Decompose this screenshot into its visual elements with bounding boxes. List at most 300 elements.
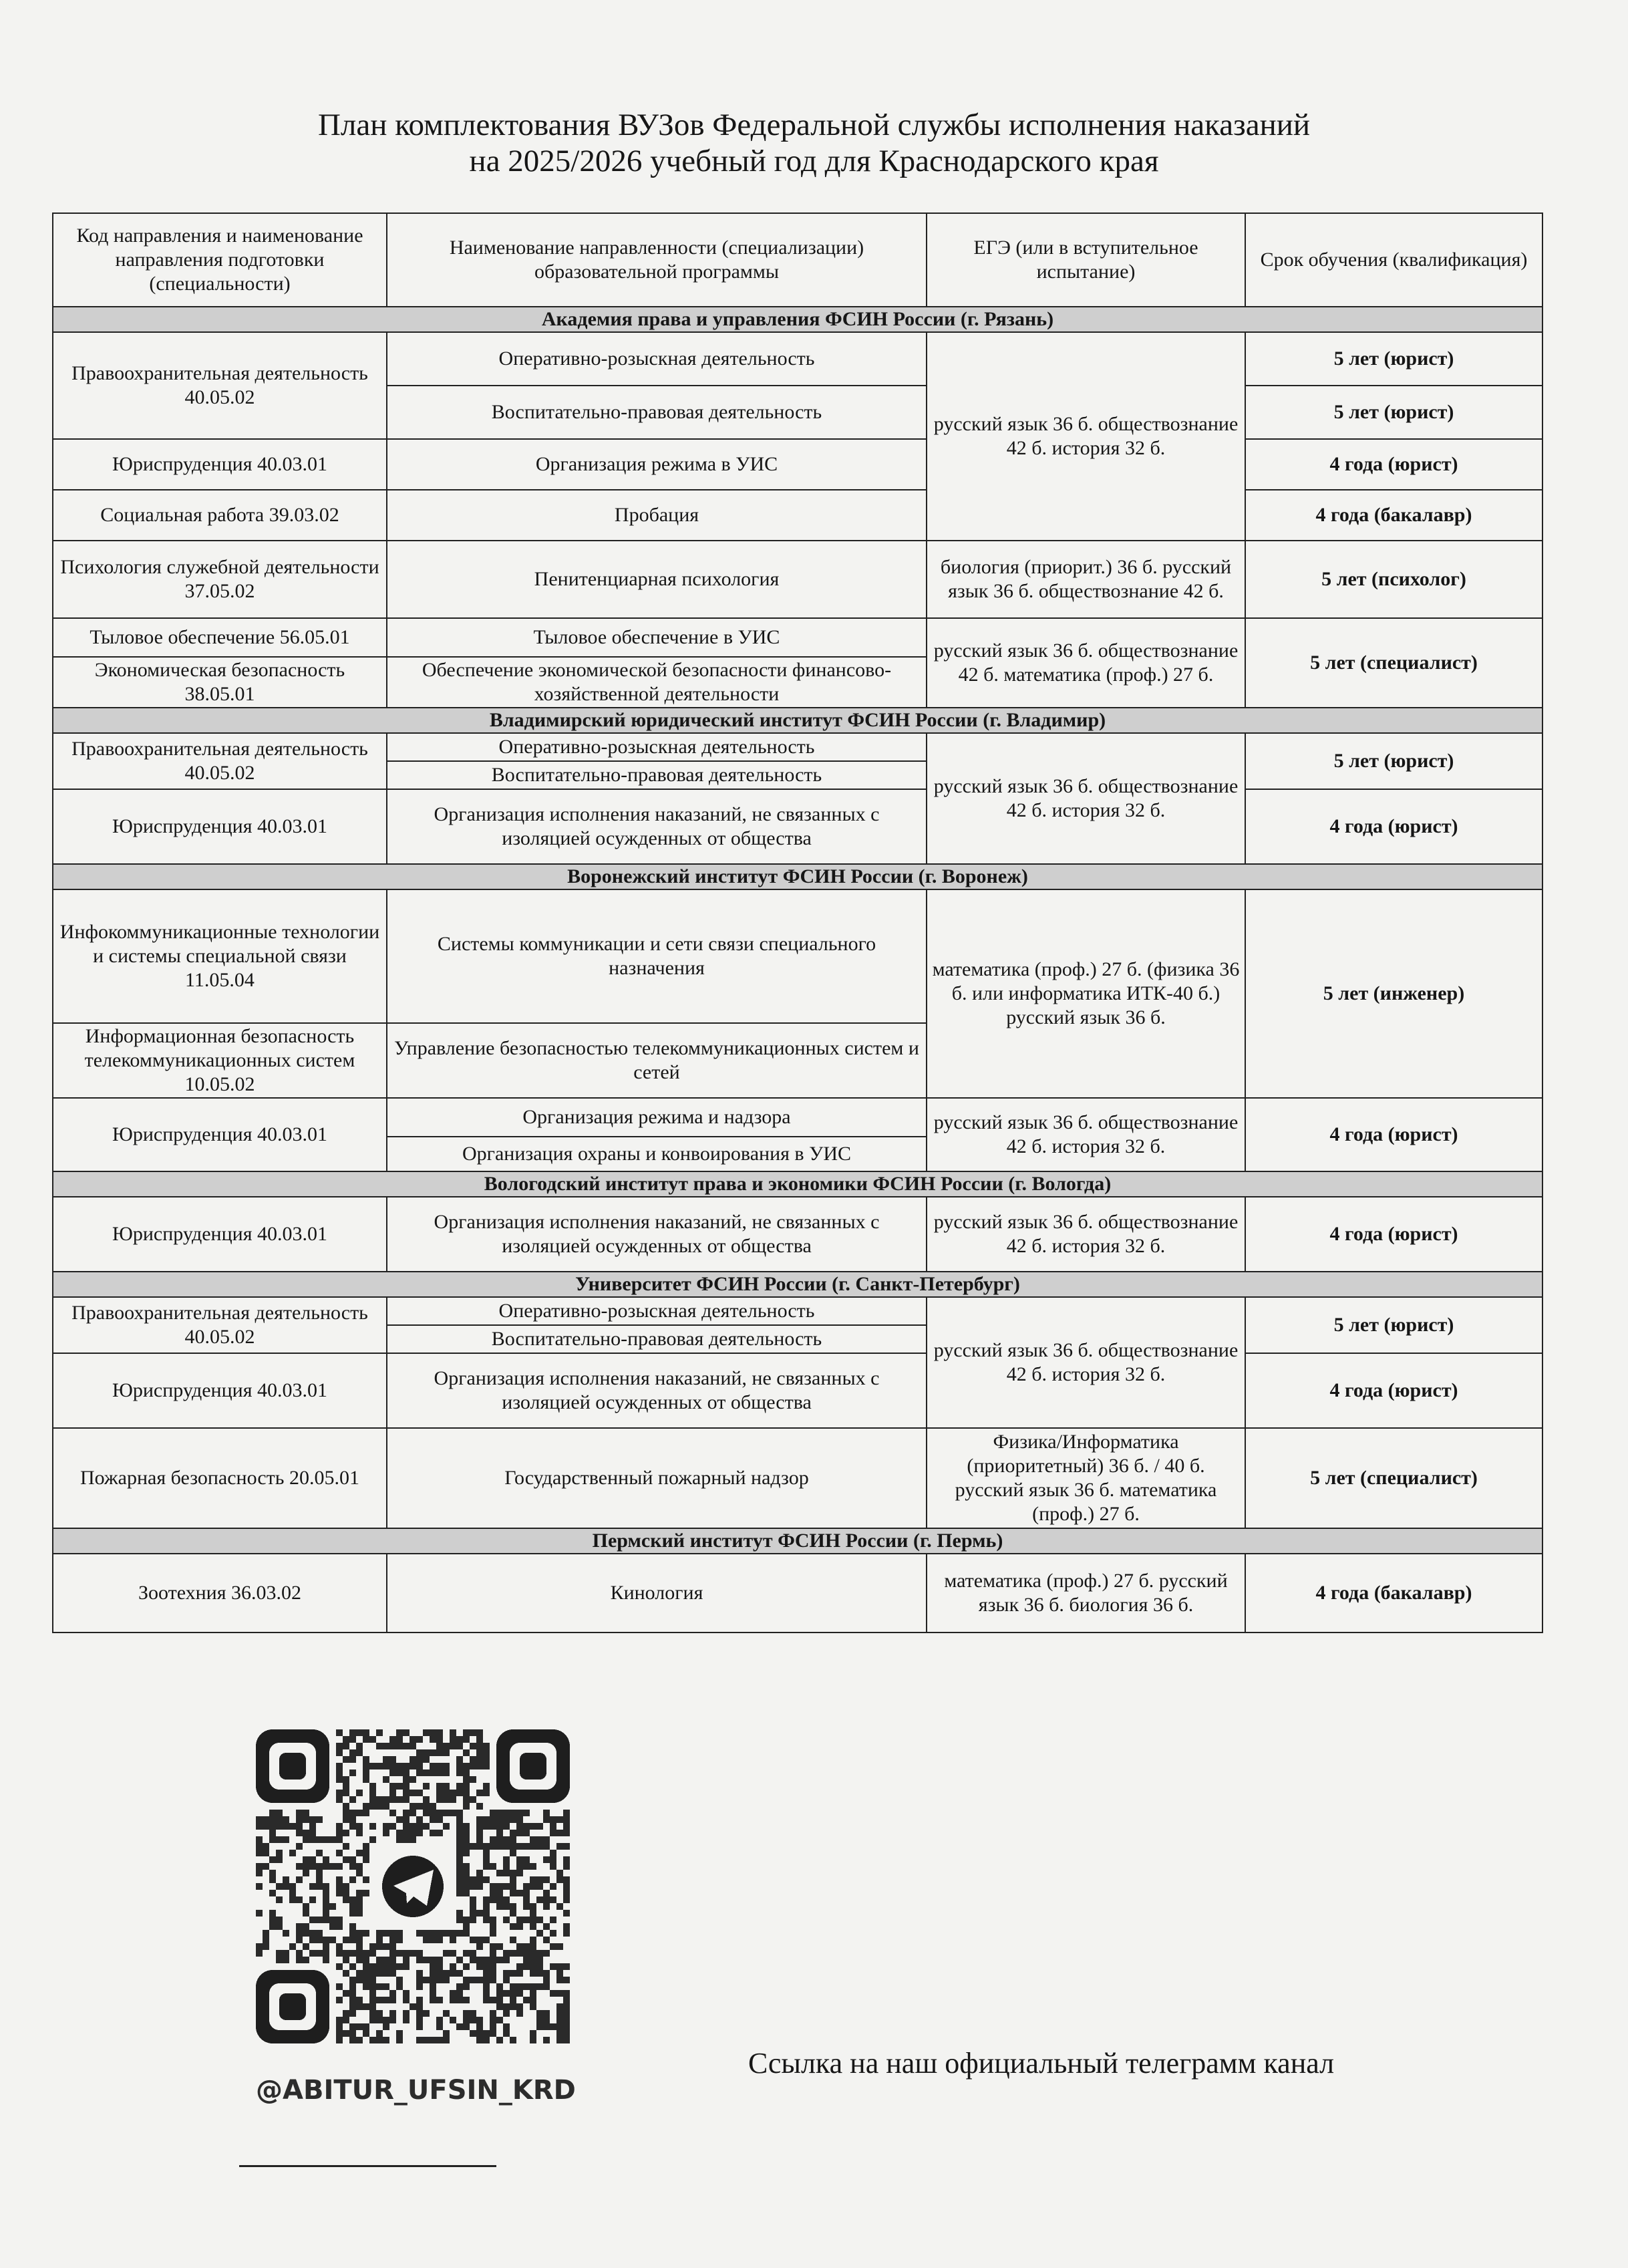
qr-module (476, 1790, 483, 1796)
qr-module (483, 1876, 490, 1883)
qr-module (349, 1729, 356, 1736)
qr-module (490, 1970, 496, 1977)
qr-module (276, 1923, 283, 1930)
qr-module (303, 1923, 309, 1930)
qr-module (403, 2017, 410, 2023)
qr-module (496, 1843, 503, 1850)
qr-module (490, 1863, 496, 1870)
qr-module (389, 1950, 396, 1957)
qr-module (369, 1823, 376, 1830)
qr-module (403, 1997, 410, 2003)
qr-module (530, 1943, 536, 1950)
qr-module (483, 1816, 490, 1823)
qr-module (323, 1896, 329, 1903)
specialization: Пробация (387, 490, 927, 541)
qr-module (383, 2023, 389, 2030)
qr-module (463, 1870, 470, 1876)
qr-module (369, 1943, 376, 1950)
qr-module (316, 1850, 323, 1856)
qr-module (363, 1856, 369, 1863)
qr-module (276, 1823, 283, 1830)
qr-module (363, 1890, 369, 1896)
qr-module (563, 1910, 570, 1917)
qr-module (349, 1977, 356, 1983)
qr-module (443, 1810, 450, 1816)
qr-module (383, 1756, 389, 1763)
qr-module (356, 1910, 363, 1917)
qr-module (416, 1930, 423, 1937)
qr-module (316, 1863, 323, 1870)
qr-module (276, 1856, 283, 1863)
qr-module (309, 1937, 316, 1943)
qr-module (430, 2037, 436, 2043)
qr-module (416, 2010, 423, 2017)
qr-module (349, 1856, 356, 1863)
qr-module (456, 1930, 463, 1937)
admission-plan-table (52, 212, 1543, 1633)
qr-module (436, 2023, 443, 2030)
qr-module (303, 1836, 309, 1843)
qr-module (336, 1997, 343, 2003)
header-specialization: Наименование направленности (специализации) образовательной программы (387, 213, 927, 307)
study-duration: 5 лет (психолог) (1245, 541, 1542, 618)
qr-module (510, 2003, 516, 2010)
qr-module (363, 1769, 369, 1776)
qr-module (363, 1950, 369, 1957)
qr-module (356, 1870, 363, 1876)
qr-module (503, 1917, 510, 1923)
qr-module (550, 1896, 556, 1903)
qr-module (396, 1977, 403, 1983)
qr-module (543, 1970, 550, 1977)
study-duration: 4 года (юрист) (1245, 1197, 1542, 1272)
qr-module (396, 1830, 403, 1836)
qr-module (503, 1957, 510, 1963)
qr-module (389, 1937, 396, 1943)
qr-module (396, 1736, 403, 1743)
qr-module (369, 1736, 376, 1743)
qr-module (510, 1890, 516, 1896)
qr-module (303, 1830, 309, 1836)
qr-module (416, 2003, 423, 2010)
qr-module (530, 2030, 536, 2037)
qr-module (336, 1923, 343, 1930)
qr-module (436, 2017, 443, 2023)
program-code: Тыловое обеспечение 56.05.01 (53, 618, 387, 657)
program-code: Зоотехния 36.03.02 (53, 1554, 387, 1633)
qr-module (383, 1776, 389, 1783)
qr-module (503, 1903, 510, 1910)
qr-module (430, 1816, 436, 1823)
qr-module (430, 1749, 436, 1756)
qr-module (443, 1763, 450, 1769)
qr-module (369, 1977, 376, 1983)
qr-module (383, 1803, 389, 1810)
qr-module (483, 1983, 490, 1990)
qr-module (490, 1957, 496, 1963)
qr-module (443, 1970, 450, 1977)
qr-module (269, 1910, 276, 1917)
qr-module (476, 1743, 483, 1749)
qr-module (396, 1816, 403, 1823)
qr-module (443, 1930, 450, 1937)
qr-module (309, 1816, 316, 1823)
qr-module (303, 1856, 309, 1863)
qr-module (550, 1883, 556, 1890)
qr-module (363, 1983, 369, 1990)
qr-finder-top-right (496, 1729, 570, 1803)
qr-module (536, 1917, 543, 1923)
qr-module (383, 1930, 389, 1937)
qr-module (276, 1836, 283, 1843)
qr-module (450, 1930, 456, 1937)
qr-module (316, 1883, 323, 1890)
qr-module (503, 1950, 510, 1957)
qr-module (396, 1783, 403, 1790)
qr-module (490, 1917, 496, 1923)
qr-module (349, 1896, 356, 1903)
qr-module (483, 1843, 490, 1850)
qr-module (463, 1883, 470, 1890)
institute-header: Университет ФСИН России (г. Санкт-Петербург) (53, 1272, 1542, 1297)
qr-module (556, 1963, 563, 1970)
qr-module (503, 1823, 510, 1830)
qr-module (443, 2037, 450, 2043)
title-line-2: на 2025/2026 учебный год для Краснодарского края (469, 144, 1159, 178)
qr-module (456, 1830, 463, 1836)
qr-module (483, 1963, 490, 1970)
qr-module (403, 1830, 410, 1836)
qr-module (450, 1743, 456, 1749)
qr-module (383, 1830, 389, 1836)
qr-module (356, 1943, 363, 1950)
qr-module (503, 1810, 510, 1816)
qr-module (269, 1823, 276, 1830)
qr-module (343, 2010, 349, 2017)
qr-module (336, 1917, 343, 1923)
qr-module (436, 1783, 443, 1790)
qr-module (349, 1963, 356, 1970)
qr-module (556, 1990, 563, 1997)
qr-module (423, 1937, 430, 1943)
qr-module (356, 1903, 363, 1910)
qr-module (456, 1843, 463, 1850)
qr-module (343, 1883, 349, 1890)
study-duration: 4 года (юрист) (1245, 1353, 1542, 1428)
qr-module (556, 2010, 563, 2017)
qr-module (463, 2010, 470, 2017)
qr-module (349, 1930, 356, 1937)
qr-module (376, 1970, 383, 1977)
qr-module (476, 2037, 483, 2043)
qr-module (543, 2023, 550, 2030)
qr-module (383, 1963, 389, 1970)
qr-module (470, 1903, 476, 1910)
qr-module (456, 1883, 463, 1890)
qr-module (256, 1883, 263, 1890)
qr-module (503, 1856, 510, 1863)
qr-module (470, 1937, 476, 1943)
study-duration: 4 года (юрист) (1245, 439, 1542, 490)
specialization: Организация режима и надзора (387, 1098, 927, 1137)
study-duration: 5 лет (юрист) (1245, 1297, 1542, 1353)
qr-module (443, 1950, 450, 1957)
qr-module (403, 1823, 410, 1830)
qr-module (443, 1743, 450, 1749)
qr-module (349, 1816, 356, 1823)
qr-module (289, 1823, 296, 1830)
qr-module (530, 1963, 536, 1970)
qr-module (456, 1756, 463, 1763)
qr-module (510, 1816, 516, 1823)
qr-module (323, 1917, 329, 1923)
qr-module (383, 1796, 389, 1803)
qr-module (463, 1783, 470, 1790)
qr-module (336, 1763, 343, 1769)
qr-module (416, 1769, 423, 1776)
qr-module (476, 1937, 483, 1943)
specialization: Воспитательно-правовая деятельность (387, 1325, 927, 1353)
qr-module (416, 1977, 423, 1983)
specialization: Воспитательно-правовая деятельность (387, 761, 927, 789)
qr-module (336, 1983, 343, 1990)
qr-module (276, 1896, 283, 1903)
qr-module (263, 1843, 269, 1850)
qr-module (336, 2023, 343, 2030)
qr-module (403, 1763, 410, 1769)
qr-module (376, 1943, 383, 1950)
qr-module (423, 1729, 430, 1736)
qr-module (463, 1769, 470, 1776)
qr-module (436, 1810, 443, 1816)
qr-module (336, 1830, 343, 1836)
qr-module (543, 2010, 550, 2017)
qr-module (269, 1870, 276, 1876)
qr-module (363, 2023, 369, 2030)
qr-module (309, 1896, 316, 1903)
qr-module (556, 2030, 563, 2037)
qr-module (476, 1963, 483, 1970)
qr-module (296, 1876, 303, 1883)
exam-requirements: русский язык 36 б. обществознание 42 б. история 32 б. (927, 1197, 1245, 1272)
qr-module (343, 1896, 349, 1903)
qr-module (543, 1836, 550, 1843)
qr-module (349, 2003, 356, 2010)
qr-module (543, 1843, 550, 1850)
qr-module (436, 1736, 443, 1743)
qr-module (463, 1850, 470, 1856)
qr-module (530, 1917, 536, 1923)
qr-module (543, 1876, 550, 1883)
qr-module (356, 1970, 363, 1977)
qr-module (563, 1930, 570, 1937)
qr-module (510, 1950, 516, 1957)
qr-module (456, 1863, 463, 1870)
qr-module (296, 1830, 303, 1836)
qr-module (463, 1749, 470, 1756)
specialization: Оперативно-розыскная деятельность (387, 733, 927, 761)
qr-module (389, 1963, 396, 1970)
qr-module (523, 1896, 530, 1903)
qr-module (283, 1950, 289, 1957)
qr-module (349, 1950, 356, 1957)
qr-module (563, 1856, 570, 1863)
qr-module (389, 1943, 396, 1950)
qr-module (410, 1950, 416, 1957)
qr-module (490, 1923, 496, 1930)
qr-module (296, 1843, 303, 1850)
qr-module (550, 1823, 556, 1830)
qr-module (430, 1830, 436, 1836)
specialization: Организация режима в УИС (387, 439, 927, 490)
qr-module (329, 1937, 336, 1943)
qr-module (490, 1930, 496, 1937)
qr-module (410, 1823, 416, 1830)
qr-module (476, 1843, 483, 1850)
qr-module (490, 1997, 496, 2003)
qr-module (369, 2037, 376, 2043)
qr-module (289, 1943, 296, 1950)
qr-module (336, 1796, 343, 1803)
qr-module (436, 1749, 443, 1756)
program-code: Юриспруденция 40.03.01 (53, 1098, 387, 1171)
qr-module (496, 1957, 503, 1963)
qr-module (263, 1937, 269, 1943)
qr-module (376, 1796, 383, 1803)
telegram-qr-code[interactable] (256, 1729, 570, 2043)
qr-module (430, 1930, 436, 1937)
qr-module (450, 1729, 456, 1736)
qr-module (476, 1756, 483, 1763)
qr-module (503, 1970, 510, 1977)
qr-module (503, 1863, 510, 1870)
qr-module (463, 1997, 470, 2003)
qr-module (343, 2030, 349, 2037)
qr-module (443, 1823, 450, 1830)
qr-module (476, 1943, 483, 1950)
qr-module (530, 1937, 536, 1943)
qr-module (516, 2010, 523, 2017)
qr-module (343, 1843, 349, 1850)
qr-module (316, 1816, 323, 1823)
qr-module (296, 1950, 303, 1957)
qr-module (543, 2017, 550, 2023)
qr-module (356, 1896, 363, 1903)
qr-module (416, 1970, 423, 1977)
qr-module (456, 1917, 463, 1923)
qr-module (349, 1756, 356, 1763)
qr-module (503, 1990, 510, 1997)
qr-module (483, 1970, 490, 1977)
study-duration: 4 года (юрист) (1245, 1098, 1542, 1171)
qr-module (443, 1749, 450, 1756)
qr-module (563, 2017, 570, 2023)
institute-header: Пермский институт ФСИН России (г. Пермь) (53, 1528, 1542, 1554)
qr-module (503, 2010, 510, 2017)
qr-module (556, 1830, 563, 1836)
qr-module (396, 1950, 403, 1957)
qr-module (383, 1957, 389, 1963)
qr-module (516, 1983, 523, 1990)
qr-module (463, 1836, 470, 1843)
study-duration: 4 года (юрист) (1245, 789, 1542, 864)
qr-module (269, 1830, 276, 1836)
study-duration: 5 лет (юрист) (1245, 733, 1542, 789)
qr-module (476, 1876, 483, 1883)
qr-module (436, 1970, 443, 1977)
qr-module (410, 1756, 416, 1763)
qr-module (403, 1790, 410, 1796)
qr-module (490, 1843, 496, 1850)
qr-module (349, 1983, 356, 1990)
qr-module (336, 1950, 343, 1957)
qr-module (510, 1983, 516, 1990)
qr-module (416, 1983, 423, 1990)
qr-module (536, 1963, 543, 1970)
qr-module (369, 1763, 376, 1769)
qr-module (323, 1883, 329, 1890)
qr-module (296, 1923, 303, 1930)
qr-module (563, 1896, 570, 1903)
qr-module (389, 2010, 396, 2017)
qr-module (403, 1957, 410, 1963)
qr-module (450, 1950, 456, 1957)
exam-requirements: математика (проф.) 27 б. русский язык 36 б. биология 36 б. (927, 1554, 1245, 1633)
qr-module (470, 1843, 476, 1850)
qr-module (336, 1769, 343, 1776)
qr-module (430, 1997, 436, 2003)
qr-module (423, 1823, 430, 1830)
qr-module (490, 1963, 496, 1970)
qr-module (416, 2023, 423, 2030)
qr-module (343, 1937, 349, 1943)
qr-module (490, 1896, 496, 1903)
qr-module (256, 1836, 263, 1843)
qr-module (349, 2030, 356, 2037)
qr-module (516, 1870, 523, 1876)
qr-module (356, 1749, 363, 1756)
specialization: Государственный пожарный надзор (387, 1428, 927, 1528)
qr-module (376, 1963, 383, 1970)
qr-module (309, 1830, 316, 1836)
institute-header: Академия права и управления ФСИН России (г. Рязань) (53, 307, 1542, 332)
qr-module (369, 1963, 376, 1970)
specialization: Тыловое обеспечение в УИС (387, 618, 927, 657)
specialization: Оперативно-розыскная деятельность (387, 332, 927, 386)
qr-module (430, 1736, 436, 1743)
qr-module (563, 2010, 570, 2017)
qr-module (269, 1810, 276, 1816)
qr-module (423, 1803, 430, 1810)
program-code: Правоохранительная деятельность 40.05.02 (53, 1297, 387, 1353)
program-code: Психология служебной деятельности 37.05.02 (53, 541, 387, 618)
qr-module (343, 1810, 349, 1816)
qr-module (556, 1816, 563, 1823)
qr-module (470, 1910, 476, 1917)
qr-module (356, 1810, 363, 1816)
qr-module (316, 1950, 323, 1957)
header-code: Код направления и наименование направления подготовки (специальности) (53, 213, 387, 307)
qr-module (463, 1803, 470, 1810)
qr-module (536, 2023, 543, 2030)
qr-module (343, 1990, 349, 1997)
qr-module (383, 1943, 389, 1950)
qr-module (369, 2017, 376, 2023)
qr-module (269, 1923, 276, 1930)
qr-module (536, 2017, 543, 2023)
qr-module (343, 1756, 349, 1763)
qr-module (456, 1997, 463, 2003)
